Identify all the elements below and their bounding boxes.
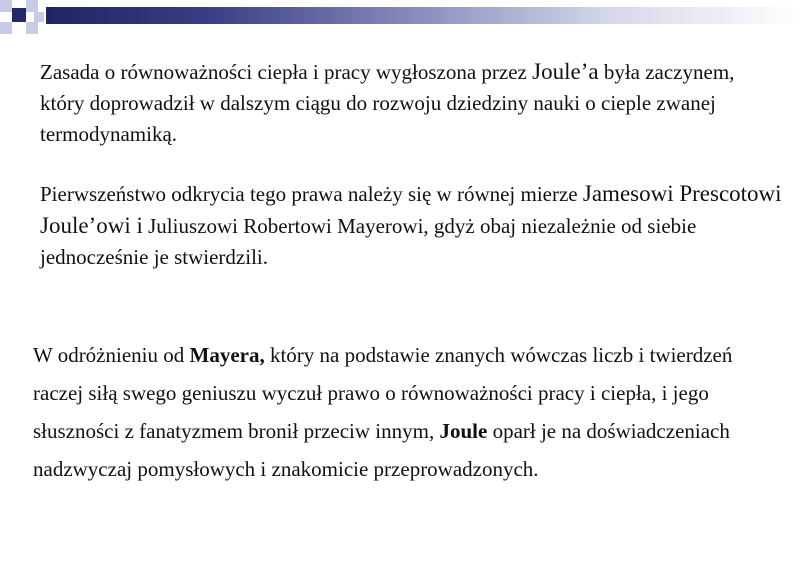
decor-square [0,0,12,12]
decor-square [34,12,44,22]
paragraph-mayer-comparison [33,336,778,488]
decor-square [12,8,26,22]
para1-text-1: Zasada o równoważności ciepła i pracy wygłoszona przez [40,60,533,84]
decor-square [0,22,12,34]
para3-text-3: oparł je na doświadczeniach nadzwyczaj pomysłowych i znakomicie przeprowadzonych. [33,419,730,481]
para2-text-1: Pierwszeństwo odkrycia tego prawa należy się w równej mierze [40,182,583,206]
decor-square [26,22,38,34]
paragraph-priority [40,178,785,273]
para3-joule-bold: Joule [439,419,488,443]
header-gradient-bar [46,7,800,24]
para3-text-2: który na podstawie znanych wówczas liczb i twierdzeń raczej siłą swego geniuszu wyczuł prawo o równoważności pracy i ciepła, i jego słuszności z fanatyzmem bronił przeciw innym, [33,343,733,443]
para2-joule-name: Jamesowi Prescotowi Joule’owi i [40,181,782,238]
para3-text-1: W odróżnieniu od [33,343,190,367]
para3-mayera-bold: Mayera, [189,343,265,367]
paragraph-joule-principle [40,56,780,150]
para1-text-2: była zaczynem, który doprowadził w dalszym ciągu do rozwoju dziedziny nauki o cieple zwanej termodynamiką. [40,60,735,146]
decor-square [26,0,38,12]
para2-text-2: Juliuszowi Robertowi Mayerowi, gdyż obaj niezależnie od siebie jednocześnie je stwierdzili. [40,214,697,269]
para1-joule-name: Joule’a [532,59,599,84]
